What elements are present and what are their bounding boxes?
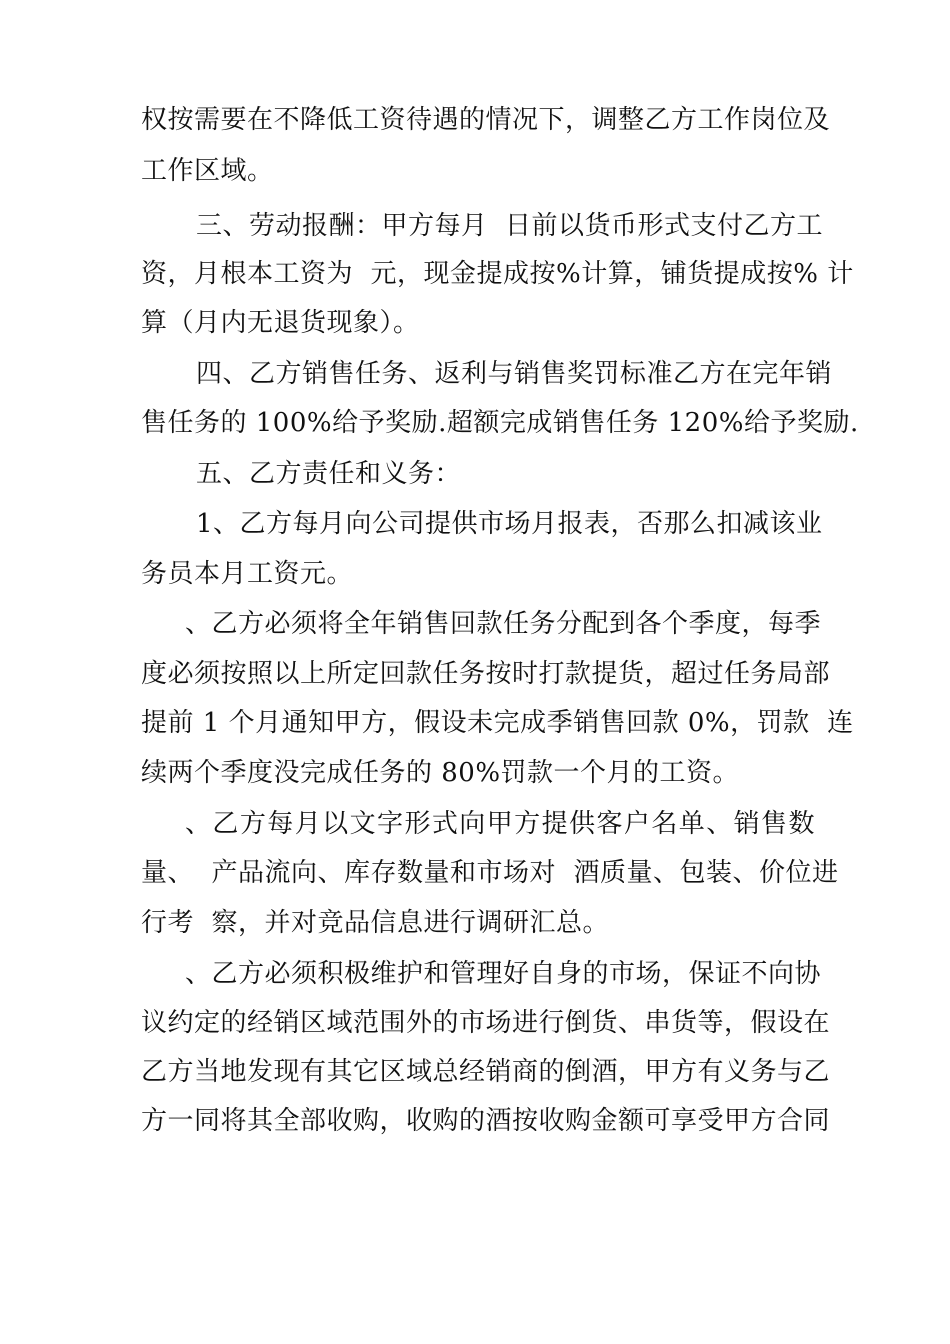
item-3-line-1: 、乙方每月以文字形式向甲方提供客户名单、销售数 [185,809,815,839]
section-four-line-1: 四、乙方销售任务、返利与销售奖罚标准乙方在完年销 [196,359,833,389]
section-four-line-2: 售任务的 100%给予奖励.超额完成销售任务 120%给予奖励. [141,408,859,438]
item-4-line-2: 议约定的经销区域范围外的市场进行倒货、串货等，假设在 [141,1008,831,1038]
item-4-line-4: 方一同将其全部收购，收购的酒按收购金额可享受甲方合同 [141,1106,831,1136]
text-line-2: 工作区域。 [141,156,274,186]
item-2-line-1: 、乙方必须将全年销售回款任务分配到各个季度，每季 [185,609,822,639]
item-3-line-3: 行考 察，并对竞品信息进行调研汇总。 [141,908,610,938]
item-4-line-3: 乙方当地发现有其它区域总经销商的倒酒，甲方有义务与乙 [141,1057,831,1087]
item-2-line-4: 续两个季度没完成任务的 80%罚款一个月的工资。 [141,758,740,788]
item-1-line-1: 1、乙方每月向公司提供市场月报表，否那么扣减该业 [196,509,823,539]
item-1-line-2: 务员本月工资元。 [141,559,354,589]
item-3-line-2: 量、 产品流向、库存数量和市场对 酒质量、包装、价位进 [141,858,839,888]
section-three-line-1: 三、劳动报酬：甲方每月 日前以货币形式支付乙方工 [196,211,824,241]
item-4-line-1: 、乙方必须积极维护和管理好自身的市场，保证不向协 [185,959,822,989]
section-three-line-3: 算（月内无退货现象）。 [141,308,420,338]
text-line-1: 权按需要在不降低工资待遇的情况下，调整乙方工作岗位及 [141,105,831,135]
item-2-line-3: 提前 1 个月通知甲方，假设未完成季销售回款 0%，罚款 连 [141,708,854,738]
section-three-line-2: 资，月根本工资为 元，现金提成按%计算，铺货提成按% 计 [141,259,854,289]
section-five-heading: 五、乙方责任和义务： [196,459,462,489]
item-2-line-2: 度必须按照以上所定回款任务按时打款提货，超过任务局部 [141,659,831,689]
